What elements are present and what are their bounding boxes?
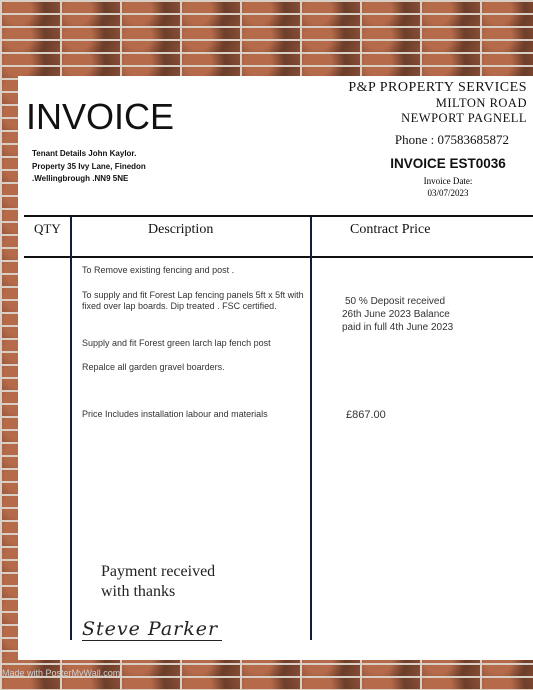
thanks-line: Payment received	[101, 563, 216, 580]
column-divider-price	[310, 217, 312, 640]
contract-total: £867.00	[346, 409, 386, 421]
line-item: To Remove existing fencing and post .	[82, 265, 235, 275]
column-header-price: Contract Price	[350, 222, 431, 237]
tenant-line: Property 35 Ivy Lane, Finedon	[32, 161, 146, 171]
line-item: To supply and fit Forest Lap fencing panels 5ft x 5ft with fixed over lap boards. Dip treated . FSC certified.	[82, 290, 304, 311]
tenant-line: Tenant Details John Kaylor.	[32, 149, 137, 158]
payment-note-line: paid in full 4th June 2023	[342, 322, 454, 333]
column-divider-qty	[70, 217, 72, 640]
tenant-details	[32, 148, 202, 186]
company-name: P&P PROPERTY SERVICES	[348, 80, 527, 95]
signature: Steve Parker	[82, 618, 219, 640]
invoice-date-label: Invoice Date:	[423, 176, 473, 186]
tenant-line: .Wellingbrough .NN9 5NE	[32, 174, 129, 183]
signature-underline	[82, 640, 222, 641]
payment-note-line: 50 % Deposit received	[345, 296, 446, 307]
column-header-qty: QTY	[34, 221, 61, 236]
table-header-rule	[24, 256, 533, 258]
column-header-description: Description	[148, 222, 214, 237]
line-item: Supply and fit Forest green larch lap fench post	[82, 338, 271, 348]
watermark-footer: Made with PosterMyWall.com	[2, 668, 121, 678]
company-phone: Phone : 07583685872	[394, 132, 509, 147]
invoice-date: 03/07/2023	[427, 188, 469, 198]
invoice-meta	[380, 156, 516, 199]
company-address-line: NEWPORT PAGNELL	[401, 111, 527, 125]
thanks-line: with thanks	[101, 583, 176, 600]
line-item: Price Includes installation labour and materials	[82, 409, 268, 419]
company-address-line: MILTON ROAD	[435, 96, 527, 110]
payment-note-line: 26th June 2023 Balance	[342, 309, 450, 320]
payment-thanks	[101, 562, 215, 602]
table-top-rule	[24, 215, 533, 217]
company-block	[348, 80, 527, 148]
line-item: Repalce all garden gravel boarders.	[82, 362, 225, 372]
invoice-heading: INVOICE	[26, 96, 175, 137]
invoice-number: INVOICE EST0036	[390, 156, 506, 171]
